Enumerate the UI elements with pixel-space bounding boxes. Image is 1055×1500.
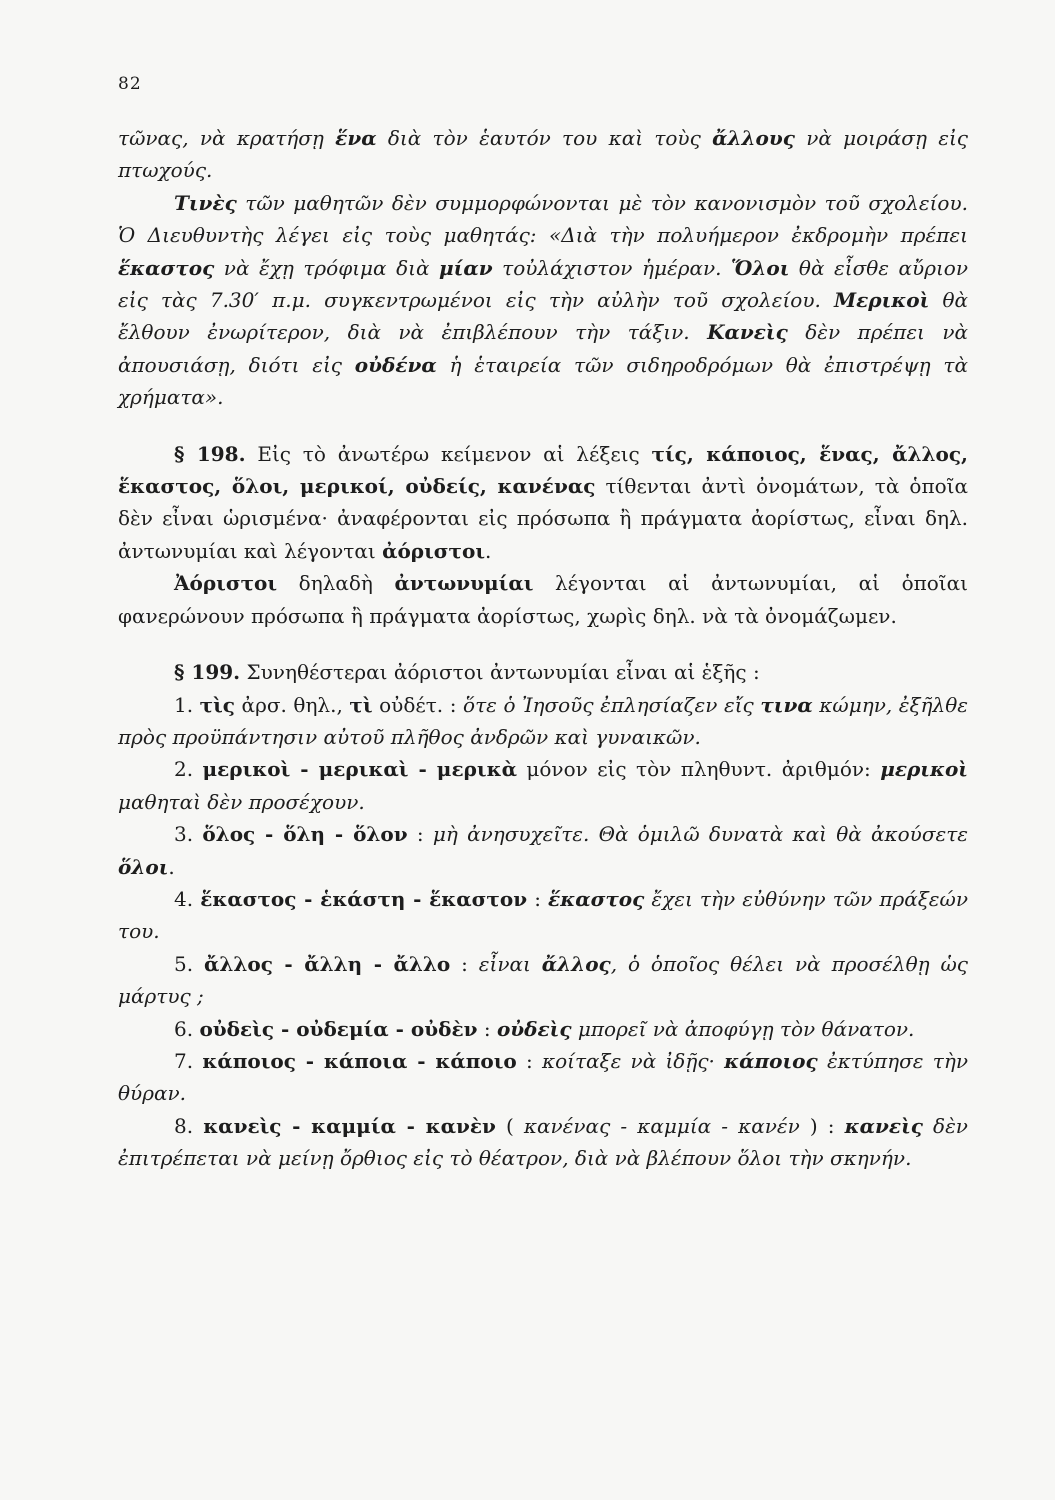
list-item: 5. ἄλλος - ἄλλη - ἄλλο : εἶναι ἄλλος, ὁ ὁποῖος θέλει νὰ προσέλθῃ ὡς μάρτυς ; xyxy=(118,951,968,1009)
definition: Ἀόριστοι δηλαδὴ ἀντωνυμίαι λέγονται αἱ ἀντωνυμίαι, αἱ ὁποῖαι φανερώνουν πρόσωπα ἢ πράγματα ἀορίστως, χωρὶς δηλ. νὰ τὰ ὀνομάζωμεν. xyxy=(118,571,968,628)
pronoun-list: τίς, κάποιος, ἕνας, ἄλλος, ἕκαστος, ὅλοι, μερικοί, οὐδείς, κανένας xyxy=(118,441,968,499)
paragraph-intro: τῶνας, νὰ κρατήσῃ ἕνα διὰ τὸν ἑαυτόν του καὶ τοὺς ἄλλους νὰ μοιράσῃ εἰς πτωχούς. xyxy=(118,126,968,183)
page-number: 82 xyxy=(118,74,142,94)
list-item: 7. κάποιος - κάποια - κάποιο : κοίταξε νὰ ἰδῇς· κάποιος ἐκτύπησε τὴν θύραν. xyxy=(118,1048,968,1106)
section-number: § 199. xyxy=(174,660,241,685)
list-item: 6. οὐδεὶς - οὐδεμία - οὐδὲν : οὐδεὶς μπορεῖ νὰ ἀποφύγῃ τὸν θάνατον. xyxy=(174,1016,915,1041)
section-198: § 198. Εἰς τὸ ἀνωτέρω κείμενον αἱ λέξεις τίς, κάποιος, ἕνας, ἄλλος, ἕκαστος, ὅλοι, μερικοί, οὐδείς, κανένας τίθενται ἀντὶ ὀνομάτων, τὰ ὁποῖα δὲν εἶναι ὡρισμένα· ἀναφέρονται εἰς πρόσωπα ἢ πράγματα ἀορίστως, εἶναι δηλ. ἀντωνυμίαι καὶ λέγονται ἀόριστοι. xyxy=(118,441,969,563)
page-body xyxy=(118,122,968,1175)
paragraph-example: Τινὲς τῶν μαθητῶν δὲν συμμορφώνονται μὲ τὸν κανονισμὸν τοῦ σχολείου. Ὁ Διευθυντὴς λέγει εἰς τοὺς μαθητάς: «Διὰ τὴν πολυήμερον ἐκδρομὴν πρέπει ἕκαστος νὰ ἔχῃ τρόφιμα διὰ μίαν τοὐλάχιστον ἡμέραν. Ὅλοι θὰ εἶσθε αὔριον εἰς τὰς 7.30′ π.μ. συγκεντρωμένοι εἰς τὴν αὐλὴν τοῦ σχολείου. Μερικοὶ θὰ ἔλθουν ἐνωρίτερον, διὰ νὰ ἐπιβλέπουν τὴν τάξιν. Κανεὶς δὲν πρέπει νὰ ἀπουσιάσῃ, διότι εἰς οὐδένα ἡ ἑταιρεία τῶν σιδηροδρόμων θὰ ἐπιστρέψῃ τὰ χρήματα». xyxy=(118,190,969,410)
list-item: 2. μερικοὶ - μερικαὶ - μερικὰ μόνον εἰς τὸν πληθυντ. ἀριθμόν: μερικοὶ μαθηταὶ δὲν προσέχουν. xyxy=(118,757,968,814)
section-number: § 198. xyxy=(174,441,246,466)
term-aoristoi: ἀόριστοι xyxy=(382,538,485,563)
list-item: 4. ἕκαστος - ἑκάστη - ἕκαστον : ἕκαστος ἔχει τὴν εὐθύνην τῶν πράξεών του. xyxy=(118,886,968,944)
list-item: 8. κανεὶς - καμμία - κανὲν ( κανένας - καμμία - κανέν ) : κανεὶς δὲν ἐπιτρέπεται νὰ μείνῃ ὄρθιος εἰς τὸ θέατρον, διὰ νὰ βλέπουν ὅλοι τὴν σκηνήν. xyxy=(118,1113,968,1171)
list-item: 1. τὶς ἀρσ. θηλ., τὶ οὐδέτ. : ὅτε ὁ Ἰησοῦς ἐπλησίαζεν εἴς τινα κώμην, ἐξῆλθε πρὸς προϋπάντησιν αὐτοῦ πλῆθος ἀνδρῶν καὶ γυναικῶν. xyxy=(118,692,968,749)
section-199: § 199. Συνηθέστεραι ἀόριστοι ἀντωνυμίαι εἶναι αἱ ἑξῆς : xyxy=(174,660,760,685)
list-item: 3. ὅλος - ὅλη - ὅλον : μὴ ἀνησυχεῖτε. Θὰ ὁμιλῶ δυνατὰ καὶ θὰ ἀκούσετε ὅλοι. xyxy=(118,822,969,879)
